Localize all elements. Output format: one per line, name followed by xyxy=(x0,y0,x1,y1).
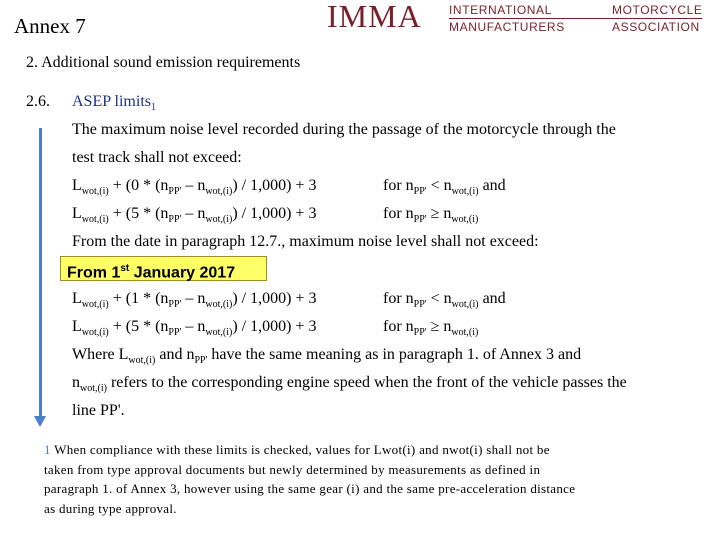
last-line: line PP'. xyxy=(72,402,125,419)
formula-b2: $L_{wot,(i)} + (5 * (n_{PP'} - n_{wot,(i)}) / 1,000) + 3$ xyxy=(72,318,317,339)
footnote-line-1: 1 When compliance with these limits is checked, values for Lwot(i) and nwot(i) shall not be xyxy=(44,442,550,457)
footnote-reference: 1 xyxy=(150,102,156,114)
footnote-line-3: paragraph 1. of Annex 3, however using the same gear (i) and the same pre-acceleration distance xyxy=(44,481,576,496)
logo-line2-right: ASSOCIATION xyxy=(612,20,700,34)
section-heading: 2. Additional sound emission requirements xyxy=(26,54,301,71)
date-line: From the date in paragraph 12.7., maximum noise level shall not exceed: xyxy=(72,233,539,250)
arrow-down-icon xyxy=(34,416,46,427)
footnote-line-2: taken from type approval documents but newly determined by measurements as defined in xyxy=(44,461,541,477)
page-title: Annex 7 xyxy=(14,14,86,38)
formula-b1: $L_{wot,(i)} + (1 * (n_{PP'} - n_{wot,(i)}) / 1,000) + 3$ xyxy=(72,290,317,311)
imma-logo xyxy=(327,2,705,36)
intro-line-2: test track shall not exceed: xyxy=(72,149,242,166)
subsection-number: 2.6. xyxy=(26,93,50,110)
footnote-number: 1 xyxy=(44,442,51,457)
logo-rule xyxy=(449,18,702,19)
subsection-title xyxy=(72,93,156,113)
highlight-date-box: From 1st January 2017 xyxy=(60,256,267,281)
arrow-line xyxy=(39,128,42,418)
formula-a1: $L_{wot,(i)} + (0 * (n_{PP'} - n_{wot,(i)}) / 1,000) + 3$ xyxy=(72,177,317,198)
logo-line1-left: INTERNATIONAL xyxy=(449,3,552,17)
refers-line: $n_{wot,(i)}$ refers to the corresponding engine speed when the front of the vehicle passes the xyxy=(72,374,627,395)
formula-a2: $L_{wot,(i)} + (5 * (n_{PP'} - n_{wot,(i)}) / 1,000) + 3$ xyxy=(72,205,317,226)
condition-b1: for $n_{PP'} < n_{wot,(i)}$ and xyxy=(383,290,506,311)
condition-b2: for $n_{PP'} \ge n_{wot,(i)}$ xyxy=(383,318,479,339)
condition-a1: for $n_{PP'} < n_{wot,(i)}$ and xyxy=(383,177,506,198)
logo-line2-left: MANUFACTURERS xyxy=(449,20,565,34)
logo-line1-right: MOTORCYCLE xyxy=(612,3,703,17)
condition-a2: for $n_{PP'} \ge n_{wot,(i)}$ xyxy=(383,205,479,226)
intro-line-1: The maximum noise level recorded during the passage of the motorcycle through the xyxy=(72,121,616,138)
footnote-line-4: as during type approval. xyxy=(44,500,177,516)
logo-wordmark: IMMA xyxy=(327,0,422,34)
where-line: Where $L_{wot,(i)}$ and $n_{PP'}$ have the same meaning as in paragraph 1. of Annex 3 and xyxy=(72,346,582,367)
subsection-title-text: ASEP limits xyxy=(72,93,151,110)
footnote xyxy=(44,440,704,518)
